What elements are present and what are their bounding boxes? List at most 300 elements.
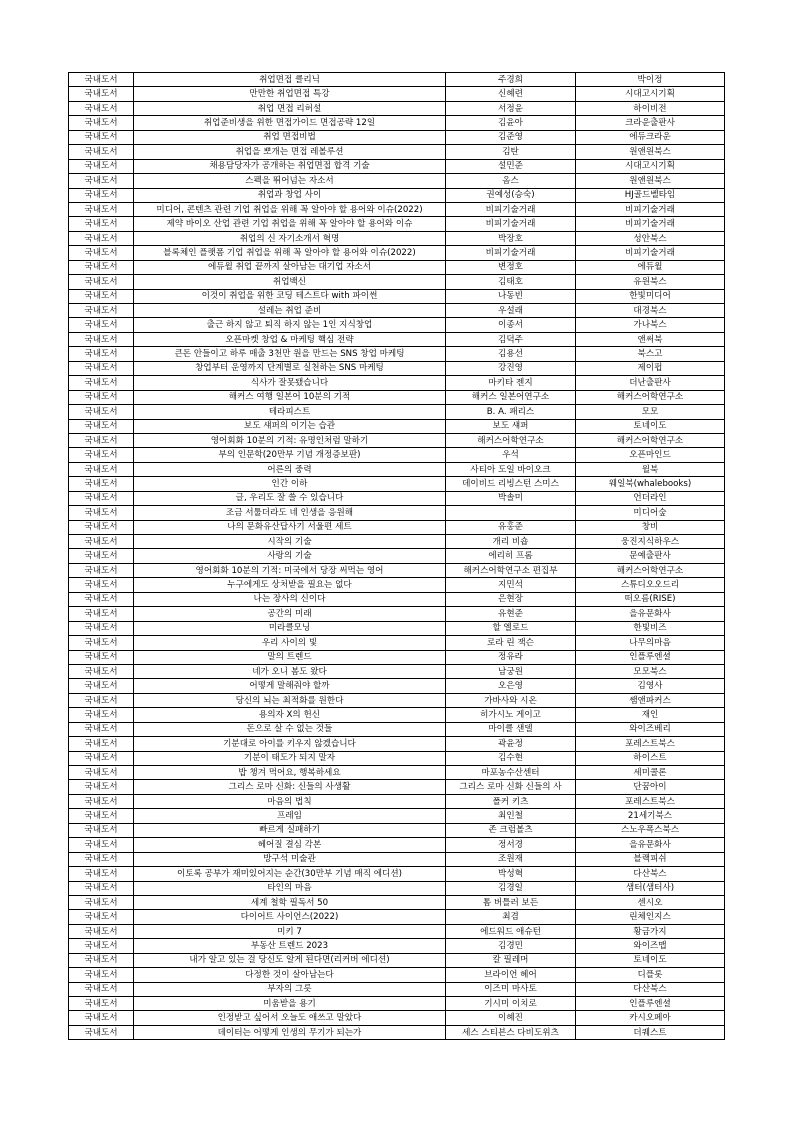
category-cell: 국내도서 xyxy=(69,260,134,274)
author-cell: 지민석 xyxy=(446,578,576,592)
table-row xyxy=(69,766,725,780)
author-cell: 마이클 샌델 xyxy=(446,722,576,736)
category-cell: 국내도서 xyxy=(69,563,134,577)
publisher-cell: 블랙피쉬 xyxy=(576,852,725,866)
category-cell: 국내도서 xyxy=(69,506,134,520)
publisher-cell: 김영사 xyxy=(576,679,725,693)
title-cell: 말의 트렌드 xyxy=(134,650,446,664)
title-cell: 데이터는 어떻게 인생의 무기가 되는가 xyxy=(134,1025,446,1039)
category-cell: 국내도서 xyxy=(69,87,134,101)
author-cell: 존 크럼볼츠 xyxy=(446,823,576,837)
table-row xyxy=(69,130,725,144)
title-cell: 에듀윌 취업 끝까지 살아남는 대기업 자소서 xyxy=(134,260,446,274)
author-cell: 김경민 xyxy=(446,939,576,953)
table-row xyxy=(69,636,725,650)
title-cell: 이것이 취업을 위한 코딩 테스트다 with 파이썬 xyxy=(134,289,446,303)
author-cell: 로라 린 잭슨 xyxy=(446,636,576,650)
publisher-cell: 모모 xyxy=(576,405,725,419)
category-cell: 국내도서 xyxy=(69,318,134,332)
title-cell: 마음의 법칙 xyxy=(134,794,446,808)
category-cell: 국내도서 xyxy=(69,477,134,491)
author-cell: 서정윤 xyxy=(446,101,576,115)
table-row xyxy=(69,607,725,621)
category-cell: 국내도서 xyxy=(69,535,134,549)
publisher-cell: 센시오 xyxy=(576,895,725,909)
publisher-cell: 한빛비즈 xyxy=(576,621,725,635)
publisher-cell: 오픈마인드 xyxy=(576,448,725,462)
publisher-cell: 다산북스 xyxy=(576,867,725,881)
publisher-cell: 미디어숲 xyxy=(576,506,725,520)
table-row xyxy=(69,390,725,404)
category-cell: 국내도서 xyxy=(69,188,134,202)
title-cell: 만만한 취업면접 특강 xyxy=(134,87,446,101)
publisher-cell: 인플루엔셜 xyxy=(576,997,725,1011)
table-row xyxy=(69,448,725,462)
publisher-cell: 토네이도 xyxy=(576,953,725,967)
category-cell: 국내도서 xyxy=(69,448,134,462)
category-cell: 국내도서 xyxy=(69,491,134,505)
table-row xyxy=(69,116,725,130)
publisher-cell: 포레스트북스 xyxy=(576,794,725,808)
author-cell: 가바사와 시온 xyxy=(446,693,576,707)
author-cell: 오은영 xyxy=(446,679,576,693)
author-cell: 해커스어학연구소 편집부 xyxy=(446,563,576,577)
publisher-cell: 크라운출판사 xyxy=(576,116,725,130)
publisher-cell: 창비 xyxy=(576,520,725,534)
category-cell: 국내도서 xyxy=(69,953,134,967)
category-cell: 국내도서 xyxy=(69,1011,134,1025)
table-row xyxy=(69,968,725,982)
table-row xyxy=(69,159,725,173)
author-cell: 최인철 xyxy=(446,809,576,823)
title-cell: 어떻게 말해줘야 할까 xyxy=(134,679,446,693)
publisher-cell: 문예출판사 xyxy=(576,549,725,563)
publisher-cell: 시대고시기획 xyxy=(576,87,725,101)
category-cell: 국내도서 xyxy=(69,390,134,404)
author-cell: 주경희 xyxy=(446,73,576,87)
author-cell: 해커스 일본어연구소 xyxy=(446,390,576,404)
title-cell: 내가 알고 있는 걸 당신도 알게 된다면(리커버 에디션) xyxy=(134,953,446,967)
title-cell: 보도 섀퍼의 이기는 습관 xyxy=(134,419,446,433)
author-cell: 정서경 xyxy=(446,838,576,852)
table-row xyxy=(69,260,725,274)
publisher-cell: 토네이도 xyxy=(576,419,725,433)
table-row xyxy=(69,910,725,924)
category-cell: 국내도서 xyxy=(69,549,134,563)
publisher-cell: 21세기북스 xyxy=(576,809,725,823)
title-cell: 타인의 마음 xyxy=(134,881,446,895)
author-cell: 박장호 xyxy=(446,231,576,245)
title-cell: 헤어질 결심 각본 xyxy=(134,838,446,852)
table-row xyxy=(69,939,725,953)
category-cell: 국내도서 xyxy=(69,650,134,664)
table-row xyxy=(69,823,725,837)
table-row xyxy=(69,549,725,563)
publisher-cell: 재인 xyxy=(576,708,725,722)
author-cell: 곽윤정 xyxy=(446,737,576,751)
publisher-cell: 언더라인 xyxy=(576,491,725,505)
author-cell: 비피기술거래 xyxy=(446,217,576,231)
title-cell: 인간 이하 xyxy=(134,477,446,491)
author-cell: 에리히 프롬 xyxy=(446,549,576,563)
category-cell: 국내도서 xyxy=(69,881,134,895)
title-cell: 부동산 트렌드 2023 xyxy=(134,939,446,953)
category-cell: 국내도서 xyxy=(69,852,134,866)
table-row xyxy=(69,953,725,967)
table-row xyxy=(69,231,725,245)
table-row xyxy=(69,1011,725,1025)
publisher-cell: 가나북스 xyxy=(576,318,725,332)
category-cell: 국내도서 xyxy=(69,751,134,765)
author-cell: 김용선 xyxy=(446,347,576,361)
author-cell: 마포농수산센터 xyxy=(446,766,576,780)
title-cell: 다이어트 사이언스(2022) xyxy=(134,910,446,924)
category-cell: 국내도서 xyxy=(69,405,134,419)
table-row xyxy=(69,275,725,289)
publisher-cell: 성안북스 xyxy=(576,231,725,245)
table-row xyxy=(69,246,725,260)
category-cell: 국내도서 xyxy=(69,867,134,881)
category-cell: 국내도서 xyxy=(69,838,134,852)
title-cell: 방구석 미술관 xyxy=(134,852,446,866)
author-cell: 변정호 xyxy=(446,260,576,274)
title-cell: 취업면접 클리닉 xyxy=(134,73,446,87)
publisher-cell: 한빛미디어 xyxy=(576,289,725,303)
table-row xyxy=(69,101,725,115)
author-cell: 해커스어학연구소 xyxy=(446,433,576,447)
table-row xyxy=(69,405,725,419)
category-cell: 국내도서 xyxy=(69,332,134,346)
title-cell: 빠르게 실패하기 xyxy=(134,823,446,837)
category-cell: 국내도서 xyxy=(69,217,134,231)
publisher-cell: 을유문화사 xyxy=(576,838,725,852)
publisher-cell: 인플루엔셜 xyxy=(576,650,725,664)
author-cell: 우설래 xyxy=(446,304,576,318)
title-cell: 다정한 것이 살아남는다 xyxy=(134,968,446,982)
category-cell: 국내도서 xyxy=(69,231,134,245)
title-cell: 영어회화 10분의 기적: 유명인처럼 말하기 xyxy=(134,433,446,447)
title-cell: 취업백신 xyxy=(134,275,446,289)
author-cell: 김수현 xyxy=(446,751,576,765)
author-cell: 할 엘로드 xyxy=(446,621,576,635)
category-cell: 국내도서 xyxy=(69,520,134,534)
table-row xyxy=(69,895,725,909)
author-cell: 박솔미 xyxy=(446,491,576,505)
category-cell: 국내도서 xyxy=(69,982,134,996)
category-cell: 국내도서 xyxy=(69,361,134,375)
category-cell: 국내도서 xyxy=(69,809,134,823)
table-row xyxy=(69,304,725,318)
publisher-cell: 해커스어학연구소 xyxy=(576,563,725,577)
title-cell: 그리스 로마 신화: 신들의 사생활 xyxy=(134,780,446,794)
publisher-cell: 더난출판사 xyxy=(576,376,725,390)
author-cell: 김경일 xyxy=(446,881,576,895)
title-cell: 글, 우리도 잘 쓸 수 있습니다 xyxy=(134,491,446,505)
title-cell: 설레는 취업 준비 xyxy=(134,304,446,318)
author-cell: 비피기술거래 xyxy=(446,202,576,216)
category-cell: 국내도서 xyxy=(69,304,134,318)
title-cell: 취업과 창업 사이 xyxy=(134,188,446,202)
category-cell: 국내도서 xyxy=(69,462,134,476)
category-cell: 국내도서 xyxy=(69,202,134,216)
author-cell: 김태호 xyxy=(446,275,576,289)
title-cell: 기분이 태도가 되지 말자 xyxy=(134,751,446,765)
category-cell: 국내도서 xyxy=(69,376,134,390)
title-cell: 당신의 뇌는 최적화를 원한다 xyxy=(134,693,446,707)
table-row xyxy=(69,881,725,895)
publisher-cell: 대경북스 xyxy=(576,304,725,318)
category-cell: 국내도서 xyxy=(69,968,134,982)
title-cell: 취업 면접비법 xyxy=(134,130,446,144)
title-cell: 제약 바이오 산업 관련 기업 취업을 위해 꼭 알아야 할 용어와 이슈 xyxy=(134,217,446,231)
author-cell: 브라이언 헤어 xyxy=(446,968,576,982)
table-row xyxy=(69,578,725,592)
table-row xyxy=(69,852,725,866)
category-cell: 국내도서 xyxy=(69,621,134,635)
title-cell: 용의자 X의 헌신 xyxy=(134,708,446,722)
publisher-cell: 와이즈베리 xyxy=(576,722,725,736)
category-cell: 국내도서 xyxy=(69,939,134,953)
title-cell: 취업 면접 리허설 xyxy=(134,101,446,115)
publisher-cell: 하이비전 xyxy=(576,101,725,115)
author-cell: 세스 스티븐스 다비도위츠 xyxy=(446,1025,576,1039)
author-cell: 사티아 도일 바이오크 xyxy=(446,462,576,476)
publisher-cell: 디플롯 xyxy=(576,968,725,982)
table-row xyxy=(69,737,725,751)
category-cell: 국내도서 xyxy=(69,693,134,707)
title-cell: 누구에게도 상처받을 필요는 없다 xyxy=(134,578,446,592)
publisher-cell: 쌤앤파커스 xyxy=(576,693,725,707)
title-cell: 테라피스트 xyxy=(134,405,446,419)
table-row xyxy=(69,722,725,736)
category-cell: 국내도서 xyxy=(69,433,134,447)
table-row xyxy=(69,376,725,390)
author-cell: 칼 필레머 xyxy=(446,953,576,967)
title-cell: 돈으로 살 수 없는 것들 xyxy=(134,722,446,736)
category-cell: 국내도서 xyxy=(69,159,134,173)
author-cell: 유현준 xyxy=(446,607,576,621)
table-row xyxy=(69,491,725,505)
author-cell: 신혜련 xyxy=(446,87,576,101)
table-row xyxy=(69,924,725,938)
title-cell: 기분대로 아이를 키우지 않겠습니다 xyxy=(134,737,446,751)
category-cell: 국내도서 xyxy=(69,636,134,650)
table-row xyxy=(69,664,725,678)
title-cell: 미디어, 콘텐츠 관련 기업 취업을 위해 꼭 알아야 할 용어와 이슈(2022) xyxy=(134,202,446,216)
title-cell: 부의 인문학(20만부 기념 개정증보판) xyxy=(134,448,446,462)
publisher-cell: 린체인지스 xyxy=(576,910,725,924)
publisher-cell: 샘터(샘터사) xyxy=(576,881,725,895)
publisher-cell: 더퀘스트 xyxy=(576,1025,725,1039)
title-cell: 시작의 기술 xyxy=(134,535,446,549)
title-cell: 식사가 잘못됐습니다 xyxy=(134,376,446,390)
publisher-cell: 웨일북(whalebooks) xyxy=(576,477,725,491)
table-row xyxy=(69,477,725,491)
title-cell: 부자의 그릇 xyxy=(134,982,446,996)
title-cell: 프레임 xyxy=(134,809,446,823)
author-cell: 나동빈 xyxy=(446,289,576,303)
author-cell: 이종서 xyxy=(446,318,576,332)
publisher-cell: 비피기술거래 xyxy=(576,217,725,231)
title-cell: 조금 서툴더라도 네 인생을 응원해 xyxy=(134,506,446,520)
title-cell: 창업부터 운영까지 단계별로 실천하는 SNS 마케팅 xyxy=(134,361,446,375)
category-cell: 국내도서 xyxy=(69,708,134,722)
author-cell: 톰 버틀러 보든 xyxy=(446,895,576,909)
category-cell: 국내도서 xyxy=(69,766,134,780)
table-row xyxy=(69,1025,725,1039)
title-cell: 스펙을 뛰어넘는 자소서 xyxy=(134,174,446,188)
category-cell: 국내도서 xyxy=(69,73,134,87)
table-row xyxy=(69,693,725,707)
publisher-cell: 박이정 xyxy=(576,73,725,87)
author-cell: 폴커 키츠 xyxy=(446,794,576,808)
author-cell: B. A. 패리스 xyxy=(446,405,576,419)
author-cell: 은현장 xyxy=(446,592,576,606)
publisher-cell: 앤써북 xyxy=(576,332,725,346)
publisher-cell: 황금가지 xyxy=(576,924,725,938)
category-cell: 국내도서 xyxy=(69,145,134,159)
category-cell: 국내도서 xyxy=(69,130,134,144)
author-cell: 보도 섀퍼 xyxy=(446,419,576,433)
table-row xyxy=(69,87,725,101)
author-cell: 이즈미 마사토 xyxy=(446,982,576,996)
author-cell: 최겸 xyxy=(446,910,576,924)
title-cell: 우리 사이의 빛 xyxy=(134,636,446,650)
category-cell: 국내도서 xyxy=(69,722,134,736)
category-cell: 국내도서 xyxy=(69,347,134,361)
title-cell: 출근 하지 않고 퇴직 하지 않는 1인 지식창업 xyxy=(134,318,446,332)
author-cell: 비피기술거래 xyxy=(446,246,576,260)
category-cell: 국내도서 xyxy=(69,174,134,188)
publisher-cell: 스노우폭스북스 xyxy=(576,823,725,837)
table-row xyxy=(69,809,725,823)
author-cell: 옴스 xyxy=(446,174,576,188)
publisher-cell: 비피기술거래 xyxy=(576,246,725,260)
table-row xyxy=(69,794,725,808)
publisher-cell: 원앤원북스 xyxy=(576,174,725,188)
category-cell: 국내도서 xyxy=(69,607,134,621)
author-cell: 조원재 xyxy=(446,852,576,866)
publisher-cell: 원앤원북스 xyxy=(576,145,725,159)
author-cell: 데이비드 리빙스턴 스미스 xyxy=(446,477,576,491)
publisher-cell: 카시오페아 xyxy=(576,1011,725,1025)
publisher-cell: 시대고시기획 xyxy=(576,159,725,173)
table-row xyxy=(69,506,725,520)
publisher-cell: 다산북스 xyxy=(576,982,725,996)
category-cell: 국내도서 xyxy=(69,592,134,606)
author-cell: 에드워드 애슈턴 xyxy=(446,924,576,938)
table-row xyxy=(69,838,725,852)
title-cell: 취업준비생을 위한 면접가이드 면접공략 12일 xyxy=(134,116,446,130)
author-cell: 마키타 젠지 xyxy=(446,376,576,390)
author-cell: 개리 비숍 xyxy=(446,535,576,549)
author-cell: 김준영 xyxy=(446,130,576,144)
publisher-cell: 나무의마음 xyxy=(576,636,725,650)
book-table-body xyxy=(69,73,725,1040)
book-table xyxy=(68,72,725,1040)
author-cell: 권예성(승숙) xyxy=(446,188,576,202)
publisher-cell: 비피기술거래 xyxy=(576,202,725,216)
title-cell: 해커스 여행 일본어 10분의 기적 xyxy=(134,390,446,404)
title-cell: 어른의 중력 xyxy=(134,462,446,476)
author-cell: 이혜진 xyxy=(446,1011,576,1025)
publisher-cell: 하이스트 xyxy=(576,751,725,765)
table-row xyxy=(69,679,725,693)
table-row xyxy=(69,188,725,202)
table-row xyxy=(69,520,725,534)
table-row xyxy=(69,73,725,87)
table-row xyxy=(69,997,725,1011)
category-cell: 국내도서 xyxy=(69,101,134,115)
publisher-cell: 해커스어학연구소 xyxy=(576,390,725,404)
author-cell: 그리스 로마 신화 신들의 사 xyxy=(446,780,576,794)
category-cell: 국내도서 xyxy=(69,275,134,289)
title-cell: 공간의 미래 xyxy=(134,607,446,621)
publisher-cell: 세미콜론 xyxy=(576,766,725,780)
title-cell: 네가 오니 봄도 왔다 xyxy=(134,664,446,678)
title-cell: 밥 챙겨 먹어요, 행복하세요 xyxy=(134,766,446,780)
author-cell: 남궁원 xyxy=(446,664,576,678)
author-cell: 유홍준 xyxy=(446,520,576,534)
title-cell: 나는 장사의 신이다 xyxy=(134,592,446,606)
table-row xyxy=(69,650,725,664)
table-row xyxy=(69,621,725,635)
author-cell: 설민준 xyxy=(446,159,576,173)
author-cell: 박성혁 xyxy=(446,867,576,881)
title-cell: 세계 철학 필독서 50 xyxy=(134,895,446,909)
category-cell: 국내도서 xyxy=(69,780,134,794)
book-list-sheet xyxy=(68,72,725,1040)
title-cell: 큰돈 안들이고 하루 매출 3천만 원을 만드는 SNS 창업 마케팅 xyxy=(134,347,446,361)
category-cell: 국내도서 xyxy=(69,924,134,938)
title-cell: 오픈마켓 창업 & 마케팅 핵심 전략 xyxy=(134,332,446,346)
table-row xyxy=(69,347,725,361)
table-row xyxy=(69,361,725,375)
table-row xyxy=(69,751,725,765)
category-cell: 국내도서 xyxy=(69,997,134,1011)
table-row xyxy=(69,145,725,159)
table-row xyxy=(69,780,725,794)
publisher-cell: 와이즈맵 xyxy=(576,939,725,953)
category-cell: 국내도서 xyxy=(69,664,134,678)
table-row xyxy=(69,708,725,722)
table-row xyxy=(69,318,725,332)
table-row xyxy=(69,202,725,216)
category-cell: 국내도서 xyxy=(69,823,134,837)
table-row xyxy=(69,563,725,577)
category-cell: 국내도서 xyxy=(69,289,134,303)
title-cell: 채용담당자가 공개하는 취업면접 합격 기술 xyxy=(134,159,446,173)
title-cell: 나의 문화유산답사기 서울편 세트 xyxy=(134,520,446,534)
publisher-cell: 떠오름(RISE) xyxy=(576,592,725,606)
publisher-cell: 유원북스 xyxy=(576,275,725,289)
publisher-cell: 윌북 xyxy=(576,462,725,476)
table-row xyxy=(69,592,725,606)
category-cell: 국내도서 xyxy=(69,419,134,433)
publisher-cell: 포레스트북스 xyxy=(576,737,725,751)
publisher-cell: 을유문화사 xyxy=(576,607,725,621)
category-cell: 국내도서 xyxy=(69,895,134,909)
title-cell: 취업의 신 자기소개서 혁명 xyxy=(134,231,446,245)
category-cell: 국내도서 xyxy=(69,1025,134,1039)
publisher-cell: 단꿈아이 xyxy=(576,780,725,794)
publisher-cell: 에듀윌 xyxy=(576,260,725,274)
category-cell: 국내도서 xyxy=(69,737,134,751)
table-row xyxy=(69,332,725,346)
category-cell: 국내도서 xyxy=(69,116,134,130)
table-row xyxy=(69,419,725,433)
publisher-cell: 에듀크라운 xyxy=(576,130,725,144)
